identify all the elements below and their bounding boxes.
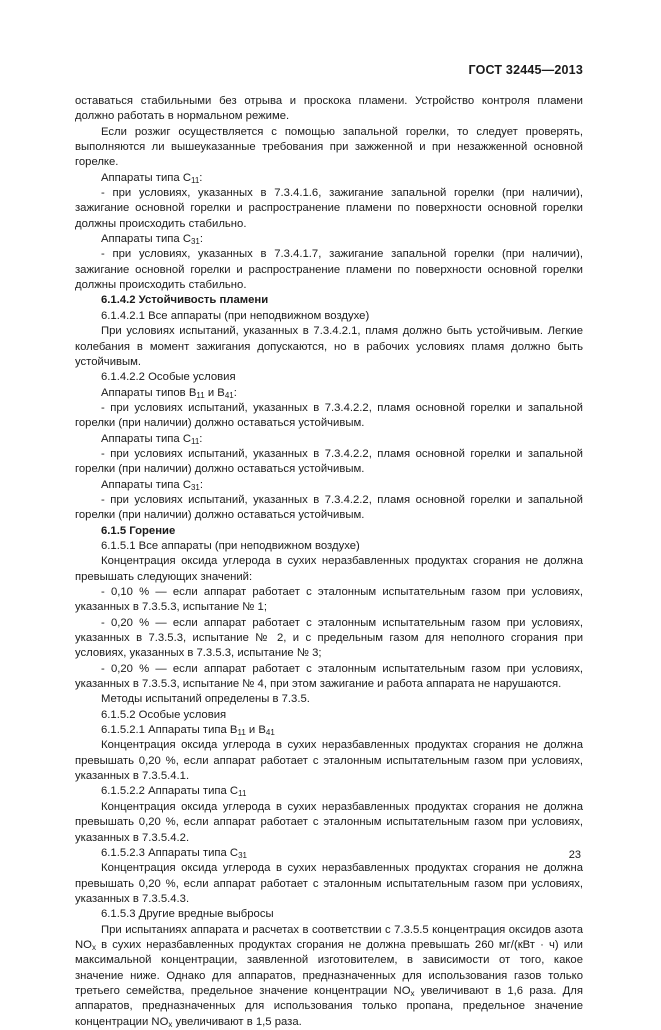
document-standard-code: ГОСТ 32445—2013 bbox=[468, 63, 583, 77]
paragraph: Аппараты типа $С_{11}$: bbox=[101, 171, 203, 185]
paragraph: При условиях испытаний, указанных в 7.3.4.2.1, пламя должно быть устойчивым. Легкие колебания в момент зажигания допускаются, но в рабочих условиях пламя должно быть устойчивым. bbox=[75, 325, 583, 368]
paragraph: - при условиях испытаний, указанных в 7.3.4.2.2, пламя основной горелки и запальной горелки (при наличии) должно оставаться устойчивым. bbox=[75, 447, 583, 476]
paragraph: - при условиях испытаний, указанных в 7.3.4.2.2, пламя основной горелки и запальной горелки (при наличии) должно оставаться устойчивым. bbox=[75, 493, 583, 522]
paragraph: - при условиях, указанных в 7.3.4.1.7, зажигание запальной горелки (при наличии), зажигание основной горелки и распространение пламени по поверхности основной горелки должны происходить стабильно. bbox=[75, 248, 583, 292]
paragraph: Концентрация оксида углерода в сухих неразбавленных продуктах сгорания не должна превышать 0,20 %, если аппарат работает с эталонным испытательным газом при условиях, указанных в 7.3.5.4.1. bbox=[75, 739, 583, 783]
paragraph: Если розжиг осуществляется с помощью запальной горелки, то следует проверять, выполняются ли вышеуказанные требования при зажженной и при незажженной основной горелке. bbox=[75, 125, 583, 169]
paragraph: 6.1.4.2.2 Особые условия bbox=[101, 371, 236, 384]
paragraph: 6.1.4.2.1 Все аппараты (при неподвижном воздухе) bbox=[101, 309, 370, 322]
paragraph: Концентрация оксида углерода в сухих неразбавленных продуктах сгорания не должна превышать 0,20 %, если аппарат работает с эталонным испытательным газом при условиях, указанных в 7.3.5.4.2. bbox=[75, 800, 583, 844]
paragraph: Концентрация оксида углерода в сухих неразбавленных продуктах сгорания не должна превышать следующих значений: bbox=[75, 555, 583, 583]
paragraph: 6.1.5.2.2 Аппараты типа $С_{11}$ bbox=[101, 785, 247, 799]
paragraph: оставаться стабильными без отрыва и проскока пламени. Устройство контроля пламени должно работать в нормальном режиме. bbox=[75, 95, 583, 123]
document-body bbox=[75, 94, 583, 1030]
paragraph: - при условиях, указанных в 7.3.4.1.6, зажигание запальной горелки (при наличии), зажигание основной горелки и распространение пламени по поверхности основной горелки должны происходить стабильно. bbox=[75, 187, 583, 230]
paragraph: 6.1.5.3 Другие вредные выбросы bbox=[101, 908, 274, 921]
paragraph: - 0,20 % — если аппарат работает с эталонным испытательным газом при условиях, указанных в 7.3.5.3, испытание № 2, и с предельным газом для неполного сгорания при условиях, указанных в 7.3.5.3, испытание № 3; bbox=[75, 616, 583, 660]
paragraph: Аппараты типов $В_{11}$ и $В_{41}$: bbox=[101, 386, 237, 400]
page-number: 23 bbox=[568, 849, 581, 861]
paragraph: 6.1.5.1 Все аппараты (при неподвижном воздухе) bbox=[101, 539, 360, 552]
paragraph: 6.1.5 Горение bbox=[101, 524, 176, 537]
paragraph: 6.1.5.2 Особые условия bbox=[101, 708, 227, 721]
paragraph: - 0,10 % — если аппарат работает с эталонным испытательным газом при условиях, указанных в 7.3.5.3, испытание № 1; bbox=[75, 586, 583, 614]
paragraph: Аппараты типа $С_{31}$: bbox=[101, 233, 204, 247]
paragraph: - при условиях испытаний, указанных в 7.3.4.2.2, пламя основной горелки и запальной горелки (при наличии) должно оставаться устойчивым. bbox=[75, 401, 583, 430]
paragraph: Концентрация оксида углерода в сухих неразбавленных продуктах сгорания не должна превышать 0,20 %, если аппарат работает с эталонным испытательным газом при условиях, указанных в 7.3.5.4.3. bbox=[75, 862, 583, 905]
paragraph: Аппараты типа $С_{11}$: bbox=[101, 432, 203, 446]
paragraph: 6.1.5.2.1 Аппараты типа $В_{11}$ и $В_{41}$ bbox=[101, 724, 275, 738]
paragraph: Методы испытаний определены в 7.3.5. bbox=[101, 693, 310, 706]
paragraph: 6.1.4.2 Устойчивость пламени bbox=[101, 294, 269, 307]
paragraph: - 0,20 % — если аппарат работает с эталонным испытательным газом при условиях, указанных в 7.3.5.3, испытание № 4, при этом зажигание и работа аппарата не нарушаются. bbox=[75, 662, 583, 691]
paragraph: При испытаниях аппарата и расчетах в соответствии с 7.3.5.5 концентрация оксидов азота $NO_x$ в сухих неразбавленных продуктах сгорания не должна превышать 260 мг/(кВт · ч) или максимальной концентрации, заявленной изготовителем, в зависимости от того, какое значение ниже. Однако для аппаратов, предназначенных для использования газов только третьего семейства, предельное значение концентрации $NO_x$ увеличивают в 1,6 раза. Для аппаратов, предназначенных для использования только пропана, предельное значение концентрации $NO_x$ увеличивают в 1,5 раза. bbox=[75, 923, 583, 1029]
paragraph: Аппараты типа $С_{31}$: bbox=[101, 478, 204, 492]
paragraph: 6.1.5.2.3 Аппараты типа $С_{31}$ bbox=[101, 846, 247, 860]
